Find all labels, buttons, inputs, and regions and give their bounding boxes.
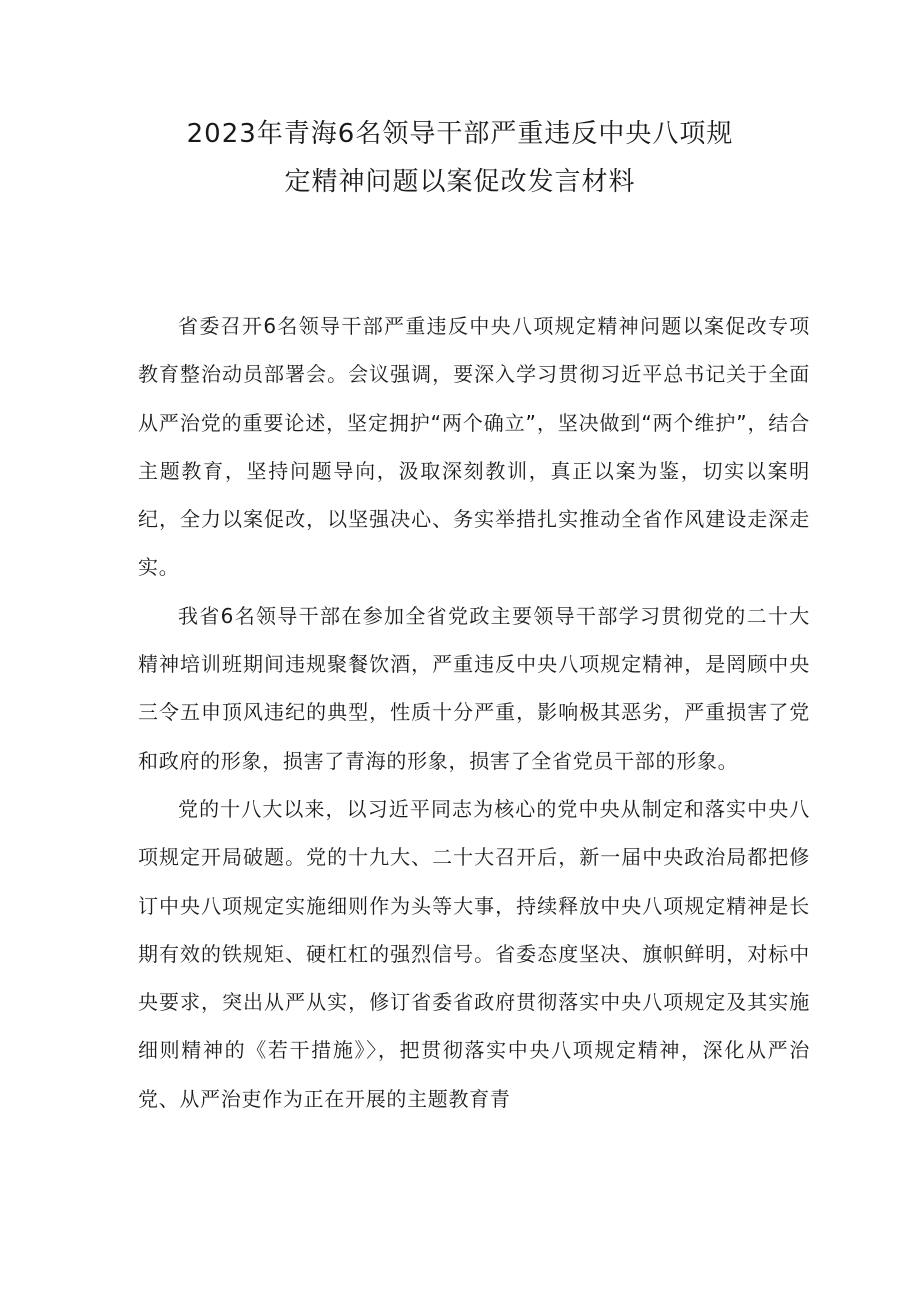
paragraph-meeting: 省委召开6名领导干部严重违反中央八项规定精神问题以案促改专项教育整治动员部署会。会议强调，要深入学习贯彻习近平总书记关于全面从严治党的重要论述，坚定拥护“两个确立”，坚决做到“两个维护”，结合主题教育，坚持问题导向，汲取深刻教训，真正以案为鉴，切实以案明纪，全力以案促改，以坚强决心、务实举措扎实推动全省作风建设走深走实。 <box>138 314 810 580</box>
paragraph-violation: 我省6名领导干部在参加全省党政主要领导干部学习贯彻党的二十大精神培训班期间违规聚餐饮酒，严重违反中央八项规定精神，是罔顾中央三令五申顶风违纪的典型，性质十分严重，影响极其恶劣，严重损害了党和政府的形象，损害了青海的形象，损害了全省党员干部的形象。 <box>138 603 810 773</box>
document-title <box>140 110 780 206</box>
title-line-1: 2023年青海6名领导干部严重违反中央八项规 <box>186 119 734 149</box>
paragraph-background: 党的十八大以来，以习近平同志为核心的党中央从制定和落实中央八项规定开局破题。党的十九大、二十大召开后，新一届中央政治局都把修订中央八项规定实施细则作为头等大事，持续释放中央八项规定精神是长期有效的铁规矩、硬杠杠的强烈信号。省委态度坚决、旗帜鲜明，对标中央要求，突出从严从实，修订省委省政府贯彻落实中央八项规定及其实施细则精神的《若干措施》〉，把贯彻落实中央八项规定精神，深化从严治党、从严治吏作为正在开展的主题教育青 <box>138 796 810 1111</box>
title-line-2: 定精神问题以案促改发言材料 <box>284 167 636 197</box>
document-body <box>138 302 810 1123</box>
